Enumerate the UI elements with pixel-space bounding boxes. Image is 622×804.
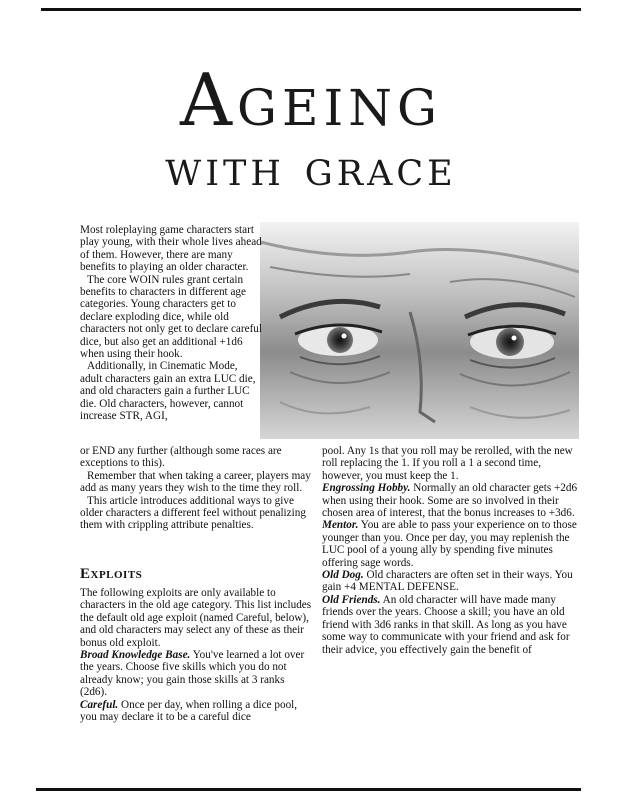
intro-paragraph-1: Most roleplaying game characters start play young, with their whole lives ahead of them. However, there are many benefits to playing an older character. (80, 224, 262, 274)
exploit-text: You are able to pass your experience on to those younger than you. Once per day, you may replenish the LUC pool of a young ally by spending five minutes offering sage words. (322, 519, 577, 569)
intro-paragraph-3: Additionally, in Cinematic Mode, adult characters gain an extra LUC die, and old characters gain a further LUC die. Old characters, however, cannot increase STR, AGI, (80, 360, 256, 423)
exploit-careful-continued: pool. Any 1s that you roll may be rerolled, with the new roll replacing the 1. If you roll a 1 a second time, however, you must keep the 1. (322, 445, 573, 482)
top-rule (41, 8, 581, 11)
right-column (322, 445, 579, 656)
exploit-name: Careful. (80, 698, 119, 711)
exploit-name: Old Friends. (322, 593, 381, 606)
exploit-old-dog (322, 569, 579, 594)
exploit-text: Normally an old character gets +2d6 when using their hook. Some are so involved in their chosen area of interest, that the bonus increases to +3d6. (322, 482, 578, 520)
exploit-name: Mentor. (322, 519, 359, 532)
exploits-intro: The following exploits are only available to characters in the old age category. This list includes the default old age exploit (named Careful, below), and old characters may select any of these as their bonus old exploit. (80, 587, 312, 649)
elder-eyes-photo (260, 222, 579, 439)
exploits-column-left (80, 587, 312, 723)
exploit-name: Engrossing Hobby. (322, 482, 411, 495)
exploit-engrossing-hobby (322, 482, 579, 519)
page-subtitle: with grace (165, 139, 457, 197)
intro-paragraph-4: Remember that when taking a career, players may add as many years they wish to the time they roll. (80, 469, 311, 495)
exploit-name: Old Dog. (322, 569, 364, 582)
exploit-careful (80, 699, 312, 724)
exploit-text: Old characters are often set in their ways. You gain +4 MENTAL DEFENSE. (322, 569, 573, 594)
intro-paragraph-2: The core WOIN rules grant certain benefits to characters in different age categories. Young characters get to declare exploding dice, while old characters not only get to declare careful dice, but also get an additional +1d6 when using their hook. (80, 273, 263, 361)
intro-paragraph-5: This article introduces additional ways to give older characters a different feel without penalizing them with crippling attribute penalties. (80, 494, 306, 532)
exploit-broad-knowledge (80, 649, 312, 699)
intro-column-bottom (80, 445, 312, 532)
exploits-heading: Exploits (80, 566, 143, 582)
exploit-old-friends (322, 594, 579, 656)
exploit-mentor (322, 519, 579, 569)
intro-column-top (80, 224, 262, 423)
intro-paragraph-3-end: or END any further (although some races are exceptions to this). (80, 445, 282, 470)
page-title: Ageing (180, 58, 442, 142)
bottom-rule (36, 788, 581, 791)
exploit-text: An old character will have made many friends over the years. Choose a skill; you have an old friend with 3d6 ranks in that skill. As long as you have some way to communicate with your friend and ask for their advice, you effectively gain the benefit of (322, 593, 570, 656)
exploit-name: Broad Knowledge Base. (80, 649, 191, 662)
exploit-text: You've learned a lot over the years. Choose five skills which you do not already know; you gain those skills at 3 ranks (2d6). (80, 649, 305, 699)
exploit-text: Once per day, when rolling a dice pool, you may declare it to be a careful dice (80, 698, 298, 724)
